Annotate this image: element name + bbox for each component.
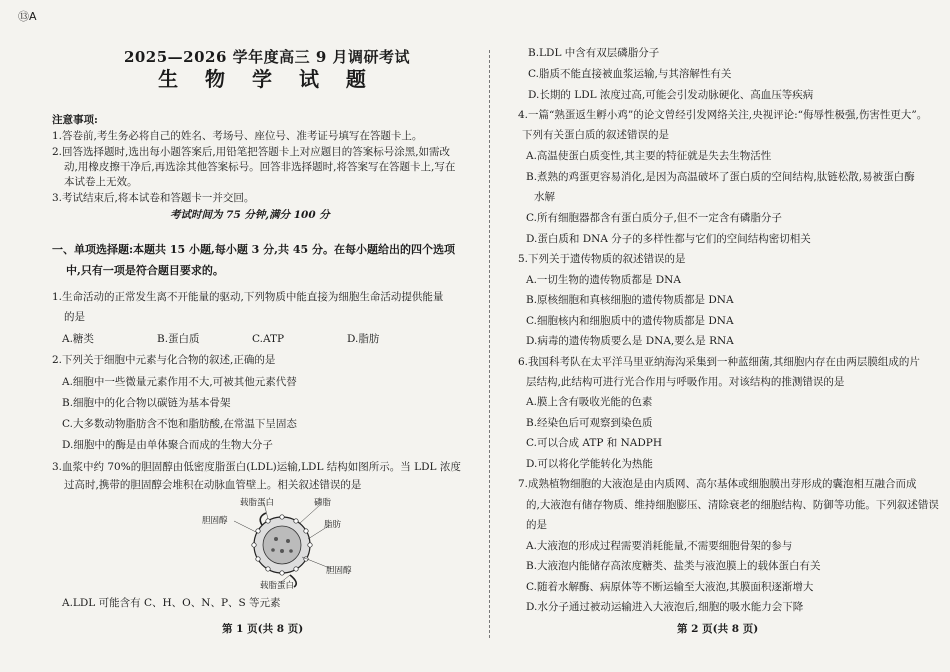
q2-stem: 2.下列关于细胞中元素与化合物的叙述,正确的是 bbox=[52, 354, 276, 366]
q6-option-a: A.膜上含有吸收光能的色素 bbox=[526, 396, 653, 408]
q5-stem: 5.下列关于遗传物质的叙述错误的是 bbox=[518, 253, 686, 265]
exam-time: 考试时间为 75 分钟,满分 100 分 bbox=[170, 209, 330, 221]
q5-option-a: A.一切生物的遗传物质都是 DNA bbox=[526, 274, 681, 286]
q6-stem-cont: 层结构,此结构可进行光合作用与呼吸作用。对该结构的推测错误的是 bbox=[526, 376, 845, 388]
q7-stem: 7.成熟植物细胞的大液泡是由内质网、高尔基体或细胞膜出芽形成的囊泡相互融合而成 bbox=[518, 478, 917, 490]
q6-option-d: D.可以将化学能转化为热能 bbox=[526, 458, 653, 470]
q2-option-b: B.细胞中的化合物以碳链为基本骨架 bbox=[62, 397, 231, 409]
page-divider bbox=[489, 50, 490, 638]
q1-option-c: C.ATP bbox=[252, 333, 285, 345]
publisher-logo: ⑬A bbox=[18, 10, 37, 23]
q4-option-a: A.高温使蛋白质变性,其主要的特征就是失去生物活性 bbox=[526, 150, 772, 162]
label-cholesterol-right: 胆固醇 bbox=[326, 566, 352, 576]
q7-option-d: D.水分子通过被动运输进入大液泡后,细胞的吸水能力会下降 bbox=[526, 601, 804, 613]
q1-option-d: D.脂肪 bbox=[347, 333, 380, 345]
ldl-structure-diagram bbox=[202, 495, 362, 590]
q5-option-c: C.细胞核内和细胞质中的遗传物质都是 DNA bbox=[526, 315, 734, 327]
subject-title: 生 物 学 试 题 bbox=[158, 67, 376, 91]
q3-option-c: C.脂质不能直接被血浆运输,与其溶解性有关 bbox=[528, 68, 732, 80]
q3-option-b: B.LDL 中含有双层磷脂分子 bbox=[528, 47, 660, 59]
page-number-right: 第 2 页(共 8 页) bbox=[677, 623, 759, 635]
q4-option-b: B.煮熟的鸡蛋更容易消化,是因为高温破坏了蛋白质的空间结构,肽链松散,易被蛋白酶 bbox=[526, 171, 915, 183]
q1-stem-cont: 的是 bbox=[64, 311, 85, 323]
notes-line: 3.考试结束后,将本试卷和答题卡一并交回。 bbox=[52, 192, 255, 204]
q1-stem: 1.生命活动的正常发生离不开能量的驱动,下列物质中能直接为细胞生命活动提供能量 bbox=[52, 291, 444, 303]
notes-line: 动,用橡皮擦干净后,再选涂其他答案标号。回答非选择题时,将答案写在答题卡上,写在 bbox=[64, 161, 456, 173]
section-heading-cont: 中,只有一项是符合题目要求的。 bbox=[66, 264, 224, 277]
q7-option-b: B.大液泡内能储存高浓度糖类、盐类与液泡膜上的载体蛋白有关 bbox=[526, 560, 821, 572]
q2-option-a: A.细胞中一些微量元素作用不大,可被其他元素代替 bbox=[62, 376, 297, 388]
q2-option-d: D.细胞中的酶是由单体聚合而成的生物大分子 bbox=[62, 439, 273, 451]
notes-line: 本试卷上无效。 bbox=[64, 176, 138, 188]
notes-title: 注意事项: bbox=[52, 114, 98, 126]
notes-line: 2.回答选择题时,选出每小题答案后,用铅笔把答题卡上对应题目的答案标号涂黑,如需改 bbox=[52, 146, 451, 158]
q1-option-a: A.糖类 bbox=[62, 333, 94, 345]
q3-stem-cont: 过高时,携带的胆固醇会堆积在动脉血管壁上。相关叙述错误的是 bbox=[64, 479, 362, 491]
q4-option-d: D.蛋白质和 DNA 分子的多样性都与它们的空间结构密切相关 bbox=[526, 233, 811, 245]
q4-option-b-cont: 水解 bbox=[534, 191, 555, 203]
q6-stem: 6.我国科考队在太平洋马里亚纳海沟采集到一种蓝细菌,其细胞内存在由两层膜组成的片 bbox=[518, 356, 920, 368]
q3-option-d: D.长期的 LDL 浓度过高,可能会引发动脉硬化、高血压等疾病 bbox=[528, 89, 814, 101]
q7-option-a: A.大液泡的形成过程需要消耗能量,不需要细胞骨架的参与 bbox=[526, 540, 793, 552]
q1-options bbox=[62, 332, 442, 346]
label-fat: 脂肪 bbox=[324, 520, 342, 530]
exam-title: 2025—2026 学年度高三 9 月调研考试 bbox=[123, 48, 411, 66]
q7-option-c: C.随着水解酶、病原体等不断运输至大液泡,其膜面积逐渐增大 bbox=[526, 581, 814, 593]
q4-stem-cont: 下列有关蛋白质的叙述错误的是 bbox=[522, 129, 669, 141]
q1-option-b: B.蛋白质 bbox=[157, 333, 200, 345]
label-apolipoprotein-top: 载脂蛋白 bbox=[240, 498, 275, 508]
section-heading: 一、单项选择题:本题共 15 小题,每小题 3 分,共 45 分。在每小题给出的四个选项 bbox=[52, 243, 455, 256]
q4-option-c: C.所有细胞器都含有蛋白质分子,但不一定含有磷脂分子 bbox=[526, 212, 782, 224]
ldl-core bbox=[263, 526, 301, 564]
notes-line: 1.答卷前,考生务必将自己的姓名、考场号、座位号、准考证号填写在答题卡上。 bbox=[52, 130, 423, 142]
q7-stem-cont: 的是 bbox=[526, 519, 547, 531]
q7-stem-cont: 的,大液泡有储存物质、维持细胞膨压、清除衰老的细胞结构、防御等功能。下列叙述错误 bbox=[526, 499, 939, 511]
q3-option-a: A.LDL 可能含有 C、H、O、N、P、S 等元素 bbox=[62, 597, 281, 609]
label-cholesterol-left: 胆固醇 bbox=[202, 516, 228, 526]
q3-stem: 3.血浆中约 70%的胆固醇由低密度脂蛋白(LDL)运输,LDL 结构如图所示。当 LDL 浓度 bbox=[52, 461, 461, 473]
q5-option-b: B.原核细胞和真核细胞的遗传物质都是 DNA bbox=[526, 294, 734, 306]
label-apolipoprotein-bottom: 载脂蛋白 bbox=[260, 581, 295, 590]
q4-stem: 4.一篇“熟蛋返生孵小鸡”的论文曾经引发网络关注,央视评论:“侮辱性极强,伤害性更大”。 bbox=[518, 109, 928, 121]
q6-option-b: B.经染色后可观察到染色质 bbox=[526, 417, 653, 429]
page-number-left: 第 1 页(共 8 页) bbox=[222, 623, 304, 635]
q5-option-d: D.病毒的遗传物质要么是 DNA,要么是 RNA bbox=[526, 335, 734, 347]
q6-option-c: C.可以合成 ATP 和 NADPH bbox=[526, 437, 662, 449]
q2-option-c: C.大多数动物脂肪含不饱和脂肪酸,在常温下呈固态 bbox=[62, 418, 297, 430]
label-phospholipid: 磷脂 bbox=[314, 498, 332, 508]
